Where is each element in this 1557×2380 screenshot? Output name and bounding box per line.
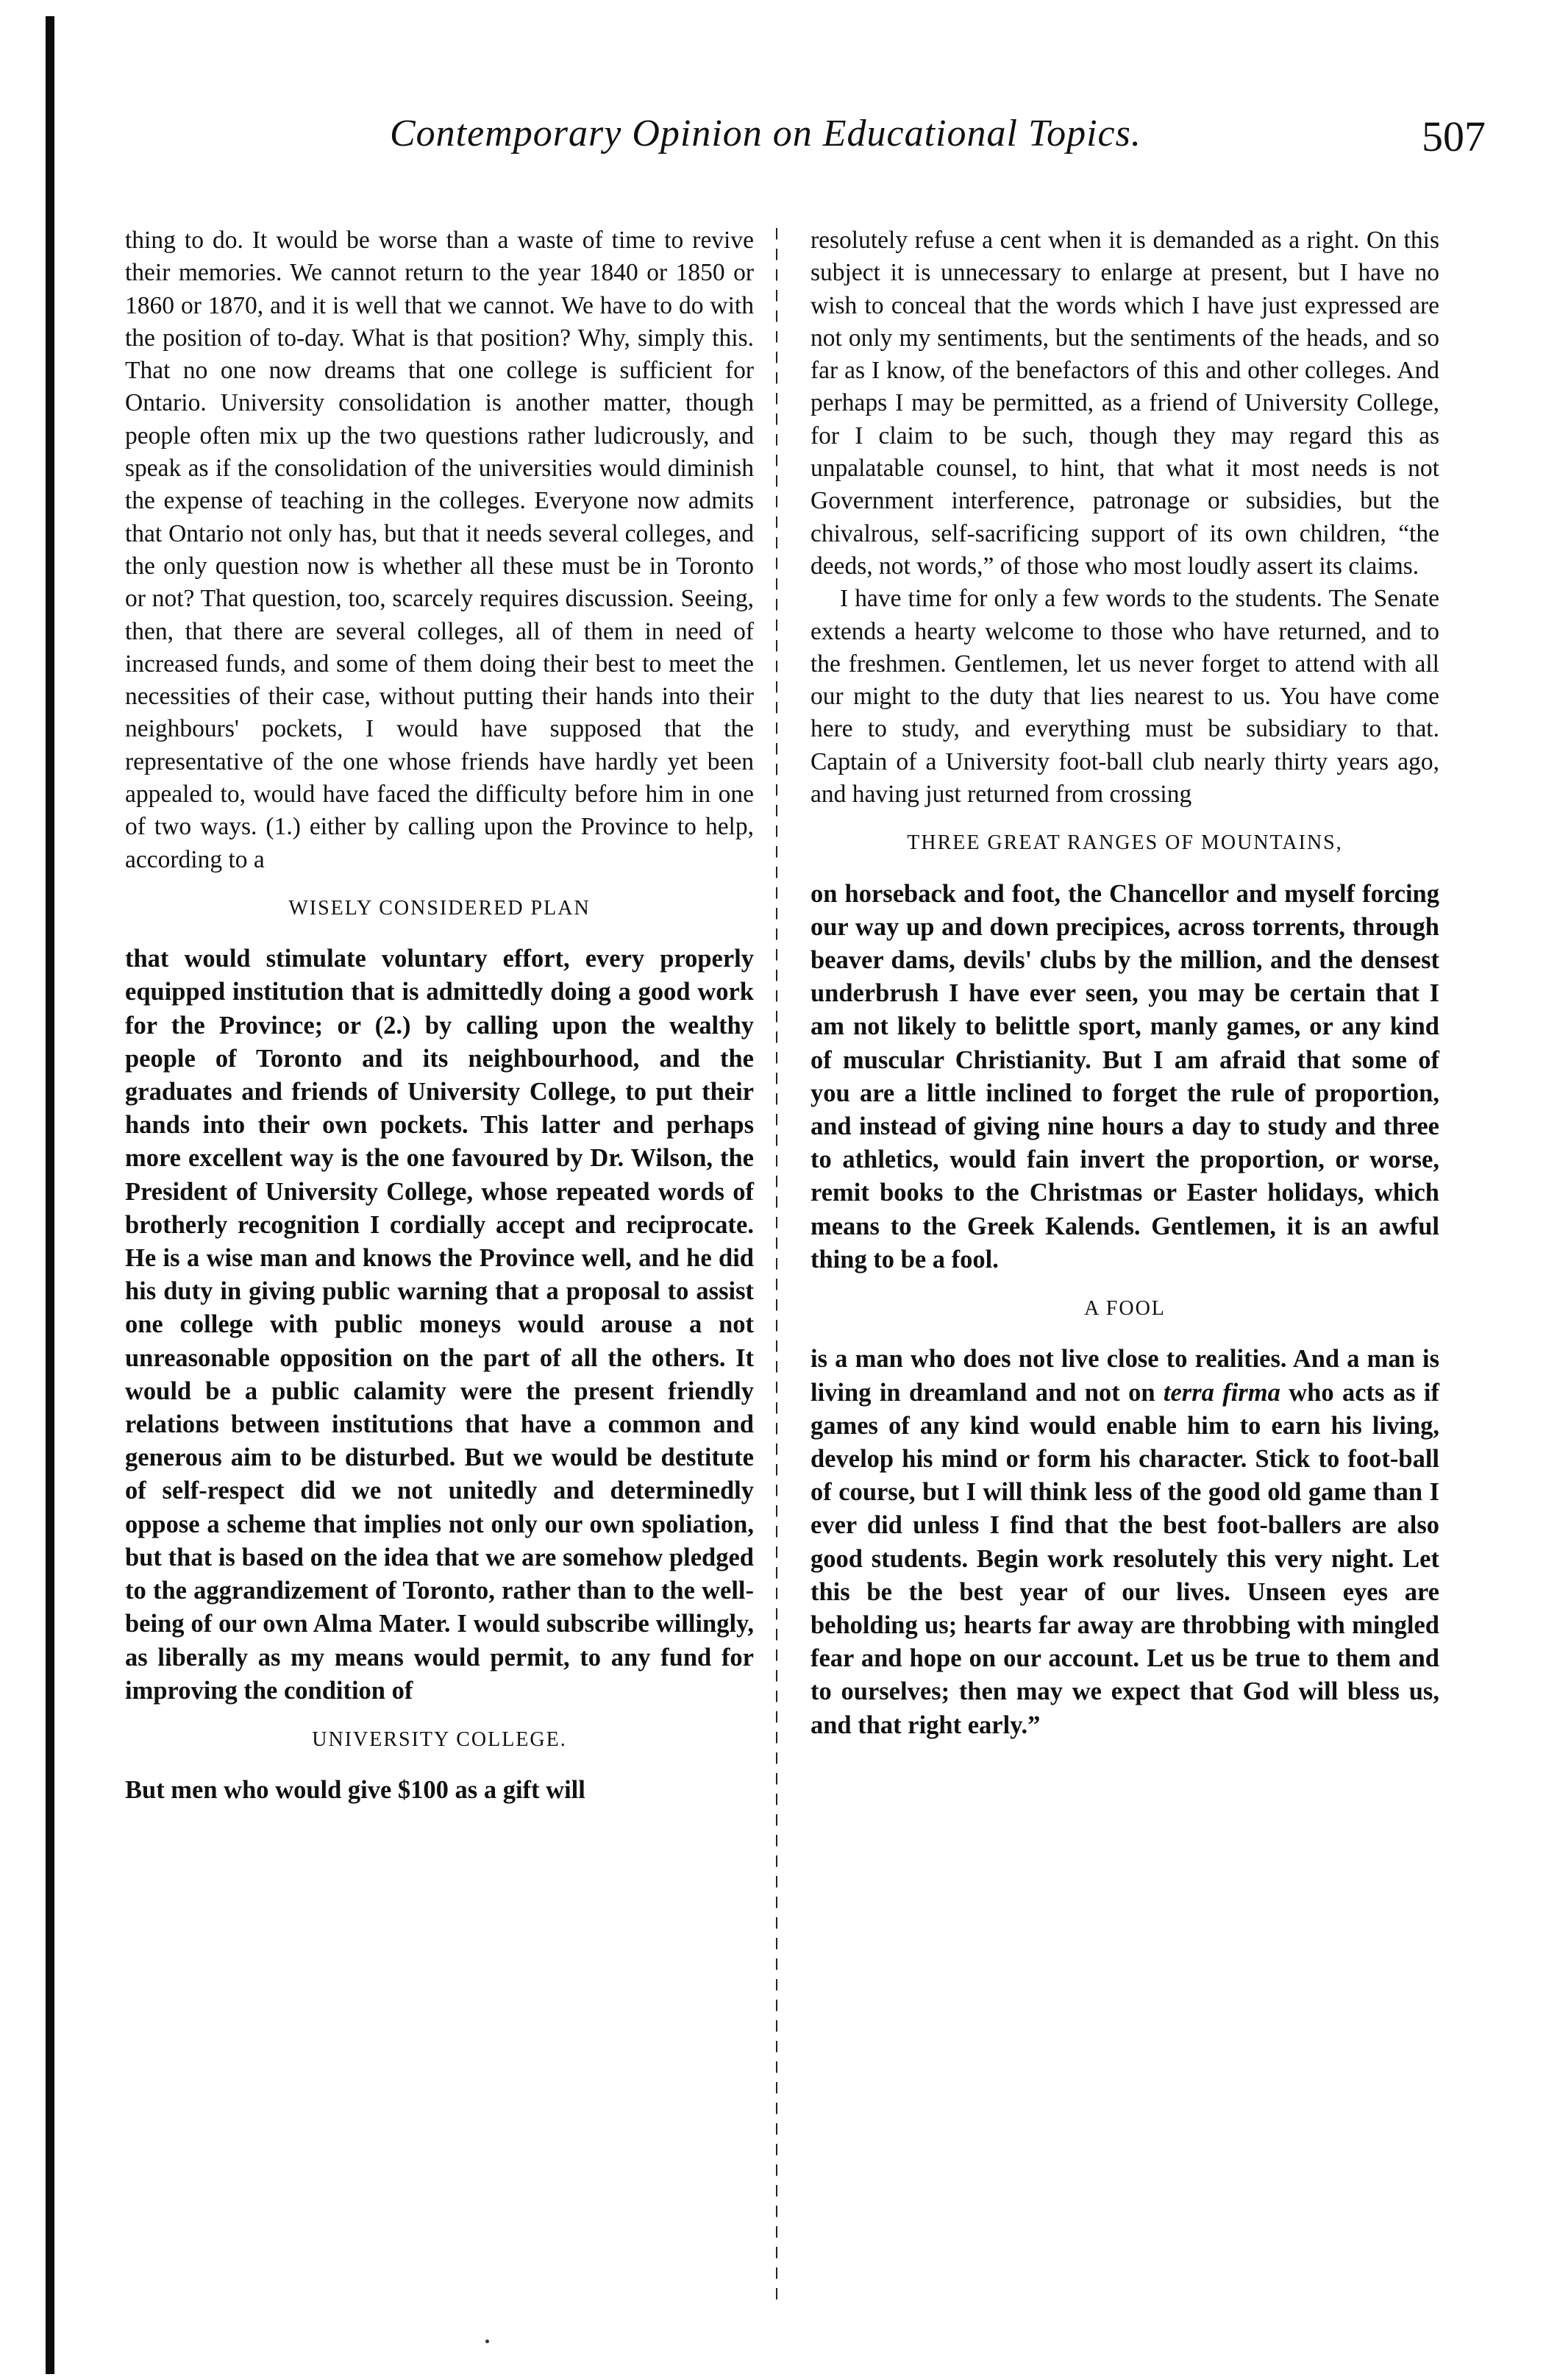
text-run: is a man who does not live close to realities. And a man is living in dreamland and not on xyxy=(810,1345,1439,1407)
paragraph xyxy=(810,1343,1439,1741)
paragraph: that would stimulate voluntary effort, every properly equipped institution that is admittedly doing a good work for the Province; or (2.) by calling upon the wealthy people of Toronto and its neighbourhood, and the graduates and friends of University College, to put their hands into their own pockets. This latter and perhaps more excellent way is the one favoured by Dr. Wilson, the President of University College, whose repeated words of brotherly recognition I cordially accept and reciprocate. He is a wise man and knows the Province well, and he did his duty in giving public warning that a proposal to assist one college with public moneys would arouse a not unreasonable opposition on the part of all the others. It would be a public calamity were the present friendly relations between institutions that have a common and generous aim to be disturbed. But we would be destitute of self-respect did we not unitedly and determinedly oppose a scheme that implies not only our own spoliation, but that is based on the idea that we are somehow pledged to the aggrandizement of Toronto, rather than to the well-being of our own Alma Mater. I would subscribe willingly, as liberally as my means would permit, to any fund for improving the condition of xyxy=(125,945,754,1705)
section-heading: A FOOL xyxy=(1084,1297,1166,1321)
paragraph: resolutely refuse a cent when it is demanded as a right. On this subject it is unnecessary to enlarge at present, but I have no wish to conceal that the words which I have just expressed are not only my sentiments, but the sentiments of the heads, and so far as I know, of the benefactors of this and other colleges. And perhaps I may be permitted, as a friend of University College, for I claim to be such, though they may regard this as unpalatable counsel, to hint, that what it most needs is not Government interference, patronage or subsidies, but the chivalrous, self-sacrificing support of its own children, “the deeds, not words,” of those who most loudly assert its claims. xyxy=(810,227,1439,580)
section-heading: WISELY CONSIDERED PLAN xyxy=(288,896,591,920)
paragraph: I have time for only a few words to the students. The Senate extends a hearty welcome to those who have returned, and to the freshmen. Gentlemen, let us never forget to attend with all our might to the duty that lies nearest to us. You have come here to study, and everything must be subsidiary to that. Captain of a University foot-ball club nearly thirty years ago, and having just returned from crossing xyxy=(810,585,1439,809)
paragraph: on horseback and foot, the Chancellor and myself forcing our way up and down precipices, across torrents, through beaver dams, devils' clubs by the million, and the densest underbrush I have ever seen, you may be certain that I am not likely to belittle sport, manly games, or any kind of muscular Christianity. But I am afraid that some of you are a little inclined to forget the rule of proportion, and instead of giving nine hours a day to study and three to athletics, would fain invert the proportion, or worse, remit books to the Christmas or Easter holidays, which means to the Greek Kalends. Gentlemen, it is an awful thing to be a fool. xyxy=(810,879,1439,1274)
section-heading: THREE GREAT RANGES OF MOUNTAINS, xyxy=(907,831,1343,855)
italic-phrase: terra firma xyxy=(1163,1378,1280,1407)
left-margin-rule xyxy=(46,16,54,2374)
section-heading: UNIVERSITY COLLEGE. xyxy=(312,1727,567,1751)
text-run: who acts as if games of any kind would enable him to earn his living, develop his mind or form his character. Stick to foot-ball of course, but I will think less of the good old game than I ever did unless I find that the best foot-ballers are also good students. Begin work resolutely this very night. Let this be the best year of our lives. Unseen eyes are beholding us; hearts far away are throbbing with mingled fear and hope on our account. Let us be true to them and to ourselves; then may we expect that God will bless us, and that right early.” xyxy=(810,1378,1439,1739)
running-title: Contemporary Opinion on Educational Topics. xyxy=(390,113,1141,154)
paragraph: But men who would give $100 as a gift will xyxy=(125,1776,585,1805)
column-divider xyxy=(776,228,777,2303)
page-number: 507 xyxy=(1422,113,1486,160)
print-speck xyxy=(485,2340,489,2343)
page-header xyxy=(110,112,1486,178)
paragraph: thing to do. It would be worse than a waste of time to revive their memories. We cannot return to the year 1840 or 1850 or 1860 or 1870, and it is well that we cannot. We have to do with the position of to-day. What is that position? Why, simply this. That no one now dreams that one college is sufficient for Ontario. University consolidation is another matter, though people often mix up the two questions rather ludicrously, and speak as if the consolidation of the universities would diminish the expense of teaching in the colleges. Everyone now admits that Ontario not only has, but that it needs several colleges, and the only question now is whether all these must be in Toronto or not? That question, too, scarcely requires discussion. Seeing, then, that there are several colleges, all of them in need of increased funds, and some of them doing their best to meet the necessities of their case, without putting their hands into their neighbours' pockets, I would have supposed that the representative of the one whose friends have hardly yet been appealed to, would have faced the difficulty before him in one of two ways. (1.) either by calling upon the Province to help, according to a xyxy=(125,227,754,873)
left-column xyxy=(125,224,754,1807)
right-column xyxy=(810,224,1439,1742)
